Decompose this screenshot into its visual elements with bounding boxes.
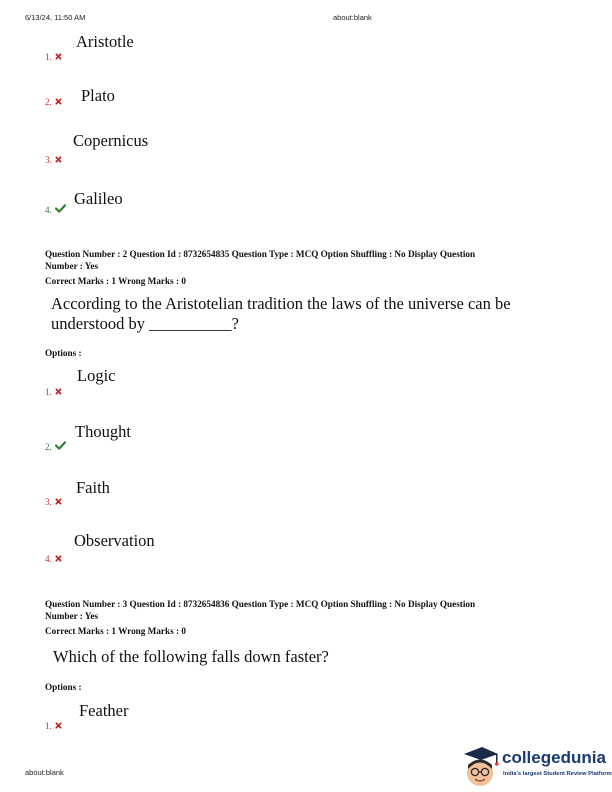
q1-option-2-label: Plato	[81, 86, 115, 105]
footer-url: about:blank	[25, 768, 64, 777]
check-icon	[55, 441, 66, 452]
q2-option-1-number: 1.	[45, 387, 62, 397]
q2-option-4-label: Observation	[74, 531, 155, 550]
q1-option-4-label: Galileo	[74, 189, 123, 208]
q1-option-3-number: 3.	[45, 155, 62, 165]
print-datetime: 6/13/24, 11:50 AM	[25, 13, 86, 22]
cross-icon	[55, 721, 62, 731]
q2-options-title: Options :	[45, 348, 82, 358]
cross-icon	[55, 497, 62, 507]
q2-marks: Correct Marks : 1 Wrong Marks : 0	[45, 276, 186, 286]
logo-wordmark: collegedunia	[502, 748, 606, 767]
cross-icon	[55, 155, 62, 165]
q2-meta-line1: Question Number : 2 Question Id : 8732654835 Question Type : MCQ Option Shuffling : No Display Question	[45, 249, 476, 259]
q2-text-line2: understood by __________?	[51, 314, 239, 333]
q3-marks: Correct Marks : 1 Wrong Marks : 0	[45, 626, 186, 636]
logo-tagline: India's largest Student Review Platform	[503, 771, 612, 777]
q2-option-2-number: 2.	[45, 441, 66, 452]
q1-option-2-number: 2.	[45, 97, 62, 107]
q2-option-4-number: 4.	[45, 554, 62, 564]
cross-icon	[55, 554, 62, 564]
collegedunia-logo	[460, 744, 612, 792]
print-url: about:blank	[333, 13, 372, 22]
q2-option-3-number: 3.	[45, 497, 62, 507]
q2-option-3-label: Faith	[76, 478, 110, 497]
q3-option-1-number: 1.	[45, 721, 62, 731]
q3-meta-line1: Question Number : 3 Question Id : 8732654836 Question Type : MCQ Option Shuffling : No Display Question	[45, 599, 476, 609]
q3-meta-line2: Number : Yes	[45, 611, 99, 621]
q3-question-text: Which of the following falls down faster?	[53, 647, 329, 666]
q1-option-1-number: 1.	[45, 52, 62, 62]
q1-option-4-number: 4.	[45, 204, 66, 215]
q3-option-1-label: Feather	[79, 701, 129, 720]
cross-icon	[55, 97, 62, 107]
q2-question-text	[51, 294, 511, 334]
graduate-mascot-icon	[460, 744, 500, 790]
q1-option-3-label: Copernicus	[73, 131, 149, 150]
q1-option-1-label: Aristotle	[76, 32, 134, 51]
cross-icon	[55, 387, 62, 397]
check-icon	[55, 204, 66, 215]
q2-meta-line2: Number : Yes	[45, 261, 99, 271]
q3-meta	[45, 598, 575, 637]
q2-text-line1: According to the Aristotelian tradition the laws of the universe can be	[51, 294, 511, 313]
q3-options-title: Options :	[45, 682, 82, 692]
cross-icon	[55, 52, 62, 62]
q2-option-2-label: Thought	[75, 422, 131, 441]
q2-meta	[45, 248, 575, 287]
q2-option-1-label: Logic	[77, 366, 116, 385]
